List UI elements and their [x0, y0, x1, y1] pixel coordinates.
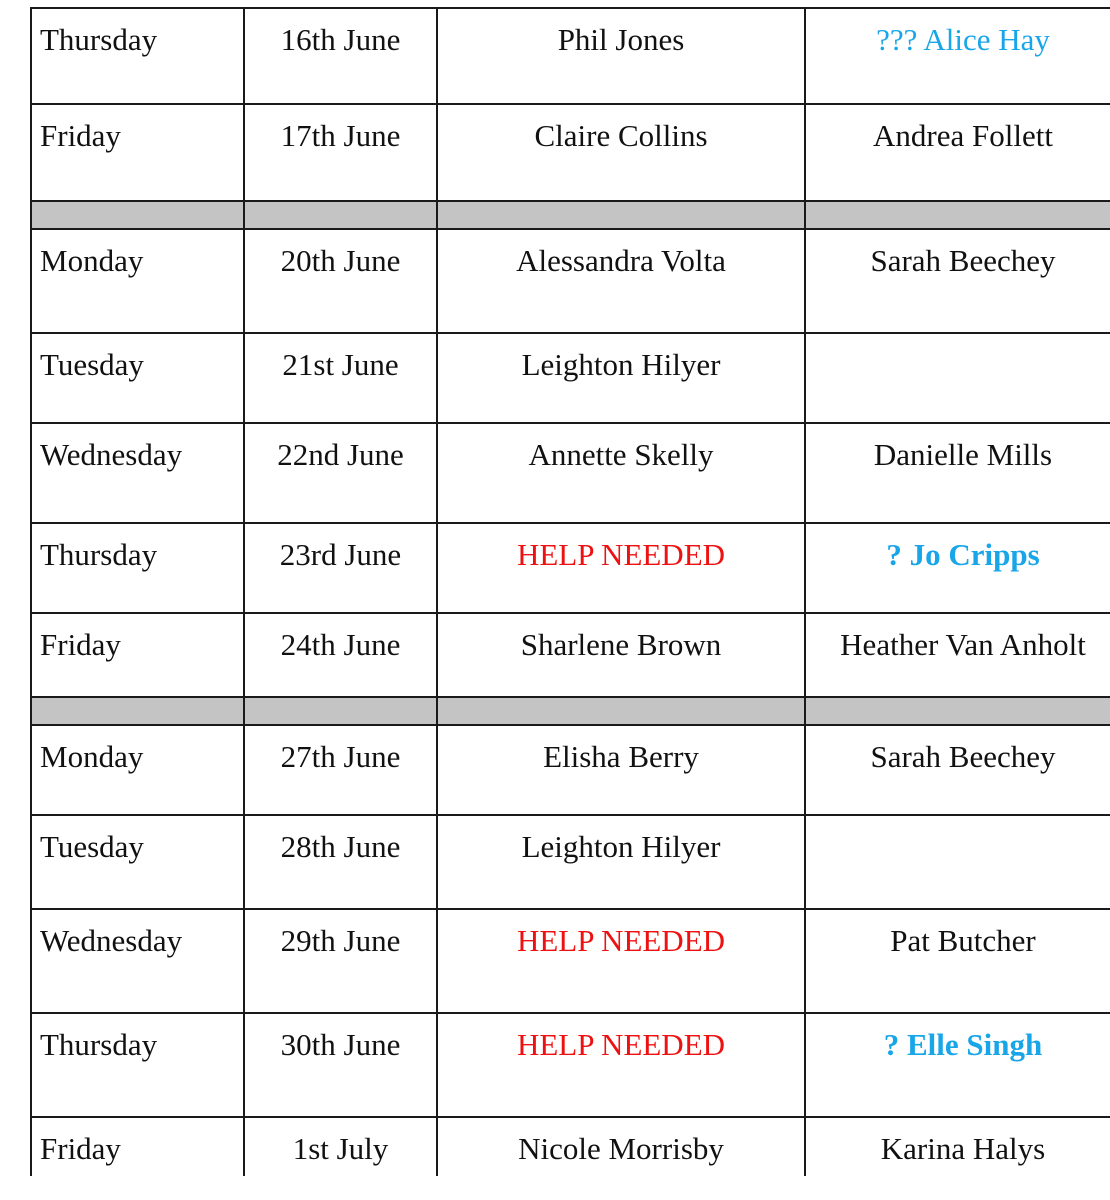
volunteer-pm-text: Andrea Follett	[873, 118, 1053, 153]
volunteer-am-text: HELP NEEDED	[516, 1027, 726, 1062]
date-cell	[244, 815, 437, 909]
volunteer-rota-table	[30, 7, 1110, 1176]
volunteer-pm-cell	[805, 613, 1110, 697]
date-text: 24th June	[280, 627, 401, 662]
volunteer-pm-text: Sarah Beechey	[870, 739, 1056, 774]
volunteer-pm-cell	[805, 725, 1110, 815]
day-text: Monday	[40, 739, 144, 774]
volunteer-pm-cell	[805, 1013, 1110, 1117]
volunteer-am-cell	[437, 815, 805, 909]
day-cell	[31, 1117, 244, 1176]
volunteer-pm-text: Sarah Beechey	[870, 243, 1056, 278]
date-cell	[244, 1013, 437, 1117]
separator-cell	[31, 697, 244, 725]
volunteer-am-cell	[437, 423, 805, 523]
day-text: Friday	[40, 627, 121, 662]
volunteer-pm-cell	[805, 523, 1110, 613]
volunteer-pm-cell	[805, 229, 1110, 333]
volunteer-am-cell	[437, 523, 805, 613]
volunteer-am-text: Phil Jones	[557, 22, 685, 57]
rota-row	[31, 1013, 1110, 1117]
rota-row	[31, 909, 1110, 1013]
volunteer-am-text: Leighton Hilyer	[521, 829, 721, 864]
volunteer-pm-cell	[805, 104, 1110, 201]
date-cell	[244, 104, 437, 201]
date-cell	[244, 613, 437, 697]
rota-row	[31, 613, 1110, 697]
date-cell	[244, 725, 437, 815]
volunteer-am-text: Claire Collins	[534, 118, 708, 153]
day-cell	[31, 8, 244, 104]
separator-cell	[31, 201, 244, 229]
volunteer-pm-cell	[805, 815, 1110, 909]
separator-cell	[805, 201, 1110, 229]
separator-cell	[244, 201, 437, 229]
day-cell	[31, 1013, 244, 1117]
day-cell	[31, 423, 244, 523]
date-text: 1st July	[292, 1131, 389, 1166]
rota-row	[31, 229, 1110, 333]
volunteer-pm-text: ??? Alice Hay	[876, 22, 1050, 57]
volunteer-am-text: Elisha Berry	[543, 739, 699, 774]
volunteer-am-text: Alessandra Volta	[516, 243, 726, 278]
volunteer-pm-cell	[805, 1117, 1110, 1176]
volunteer-am-cell	[437, 1013, 805, 1117]
day-cell	[31, 613, 244, 697]
date-text: 23rd June	[279, 537, 402, 572]
day-text: Friday	[40, 118, 121, 153]
rota-row	[31, 8, 1110, 104]
volunteer-pm-text: Pat Butcher	[890, 923, 1036, 958]
rota-row	[31, 815, 1110, 909]
date-text: 28th June	[280, 829, 401, 864]
day-text: Friday	[40, 1131, 121, 1166]
rota-row	[31, 523, 1110, 613]
date-cell	[244, 909, 437, 1013]
volunteer-am-cell	[437, 8, 805, 104]
volunteer-am-cell	[437, 725, 805, 815]
date-cell	[244, 523, 437, 613]
volunteer-am-cell	[437, 613, 805, 697]
volunteer-am-cell	[437, 909, 805, 1013]
volunteer-am-cell	[437, 333, 805, 423]
date-text: 30th June	[280, 1027, 401, 1062]
date-cell	[244, 229, 437, 333]
day-cell	[31, 333, 244, 423]
separator-cell	[437, 697, 805, 725]
volunteer-pm-text: Heather Van Anholt	[840, 627, 1086, 662]
volunteer-am-cell	[437, 104, 805, 201]
separator-cell	[805, 697, 1110, 725]
volunteer-am-text: Nicole Morrisby	[518, 1131, 724, 1166]
volunteer-pm-text: ? Jo Cripps	[886, 537, 1040, 572]
volunteer-pm-cell	[805, 8, 1110, 104]
day-cell	[31, 104, 244, 201]
separator-cell	[437, 201, 805, 229]
date-text: 27th June	[280, 739, 401, 774]
volunteer-pm-text: Danielle Mills	[873, 437, 1053, 472]
date-cell	[244, 333, 437, 423]
volunteer-am-cell	[437, 229, 805, 333]
volunteer-pm-cell	[805, 333, 1110, 423]
day-text: Wednesday	[40, 923, 183, 958]
rota-row	[31, 423, 1110, 523]
rota-row	[31, 333, 1110, 423]
date-text: 17th June	[280, 118, 401, 153]
rota-body	[31, 8, 1110, 1176]
volunteer-pm-text: ? Elle Singh	[883, 1027, 1043, 1062]
rota-row	[31, 1117, 1110, 1176]
date-text: 29th June	[280, 923, 401, 958]
week-separator-row	[31, 697, 1110, 725]
volunteer-am-text: Leighton Hilyer	[521, 347, 721, 382]
volunteer-am-cell	[437, 1117, 805, 1176]
volunteer-pm-text: Karina Halys	[880, 1131, 1046, 1166]
day-cell	[31, 725, 244, 815]
rota-row	[31, 104, 1110, 201]
volunteer-am-text: Sharlene Brown	[520, 627, 722, 662]
volunteer-am-text: HELP NEEDED	[516, 537, 726, 572]
day-text: Thursday	[40, 1027, 158, 1062]
day-cell	[31, 523, 244, 613]
day-cell	[31, 909, 244, 1013]
date-text: 16th June	[280, 22, 401, 57]
day-text: Monday	[40, 243, 144, 278]
day-cell	[31, 229, 244, 333]
day-text: Thursday	[40, 537, 158, 572]
date-cell	[244, 1117, 437, 1176]
day-cell	[31, 815, 244, 909]
date-text: 21st June	[282, 347, 399, 382]
date-cell	[244, 423, 437, 523]
date-text: 20th June	[280, 243, 401, 278]
day-text: Tuesday	[40, 347, 144, 382]
date-cell	[244, 8, 437, 104]
date-text: 22nd June	[277, 437, 404, 472]
separator-cell	[244, 697, 437, 725]
volunteer-am-text: HELP NEEDED	[516, 923, 726, 958]
volunteer-am-text: Annette Skelly	[528, 437, 714, 472]
volunteer-pm-cell	[805, 909, 1110, 1013]
day-text: Wednesday	[40, 437, 183, 472]
volunteer-pm-cell	[805, 423, 1110, 523]
day-text: Thursday	[40, 22, 158, 57]
day-text: Tuesday	[40, 829, 144, 864]
rota-row	[31, 725, 1110, 815]
week-separator-row	[31, 201, 1110, 229]
